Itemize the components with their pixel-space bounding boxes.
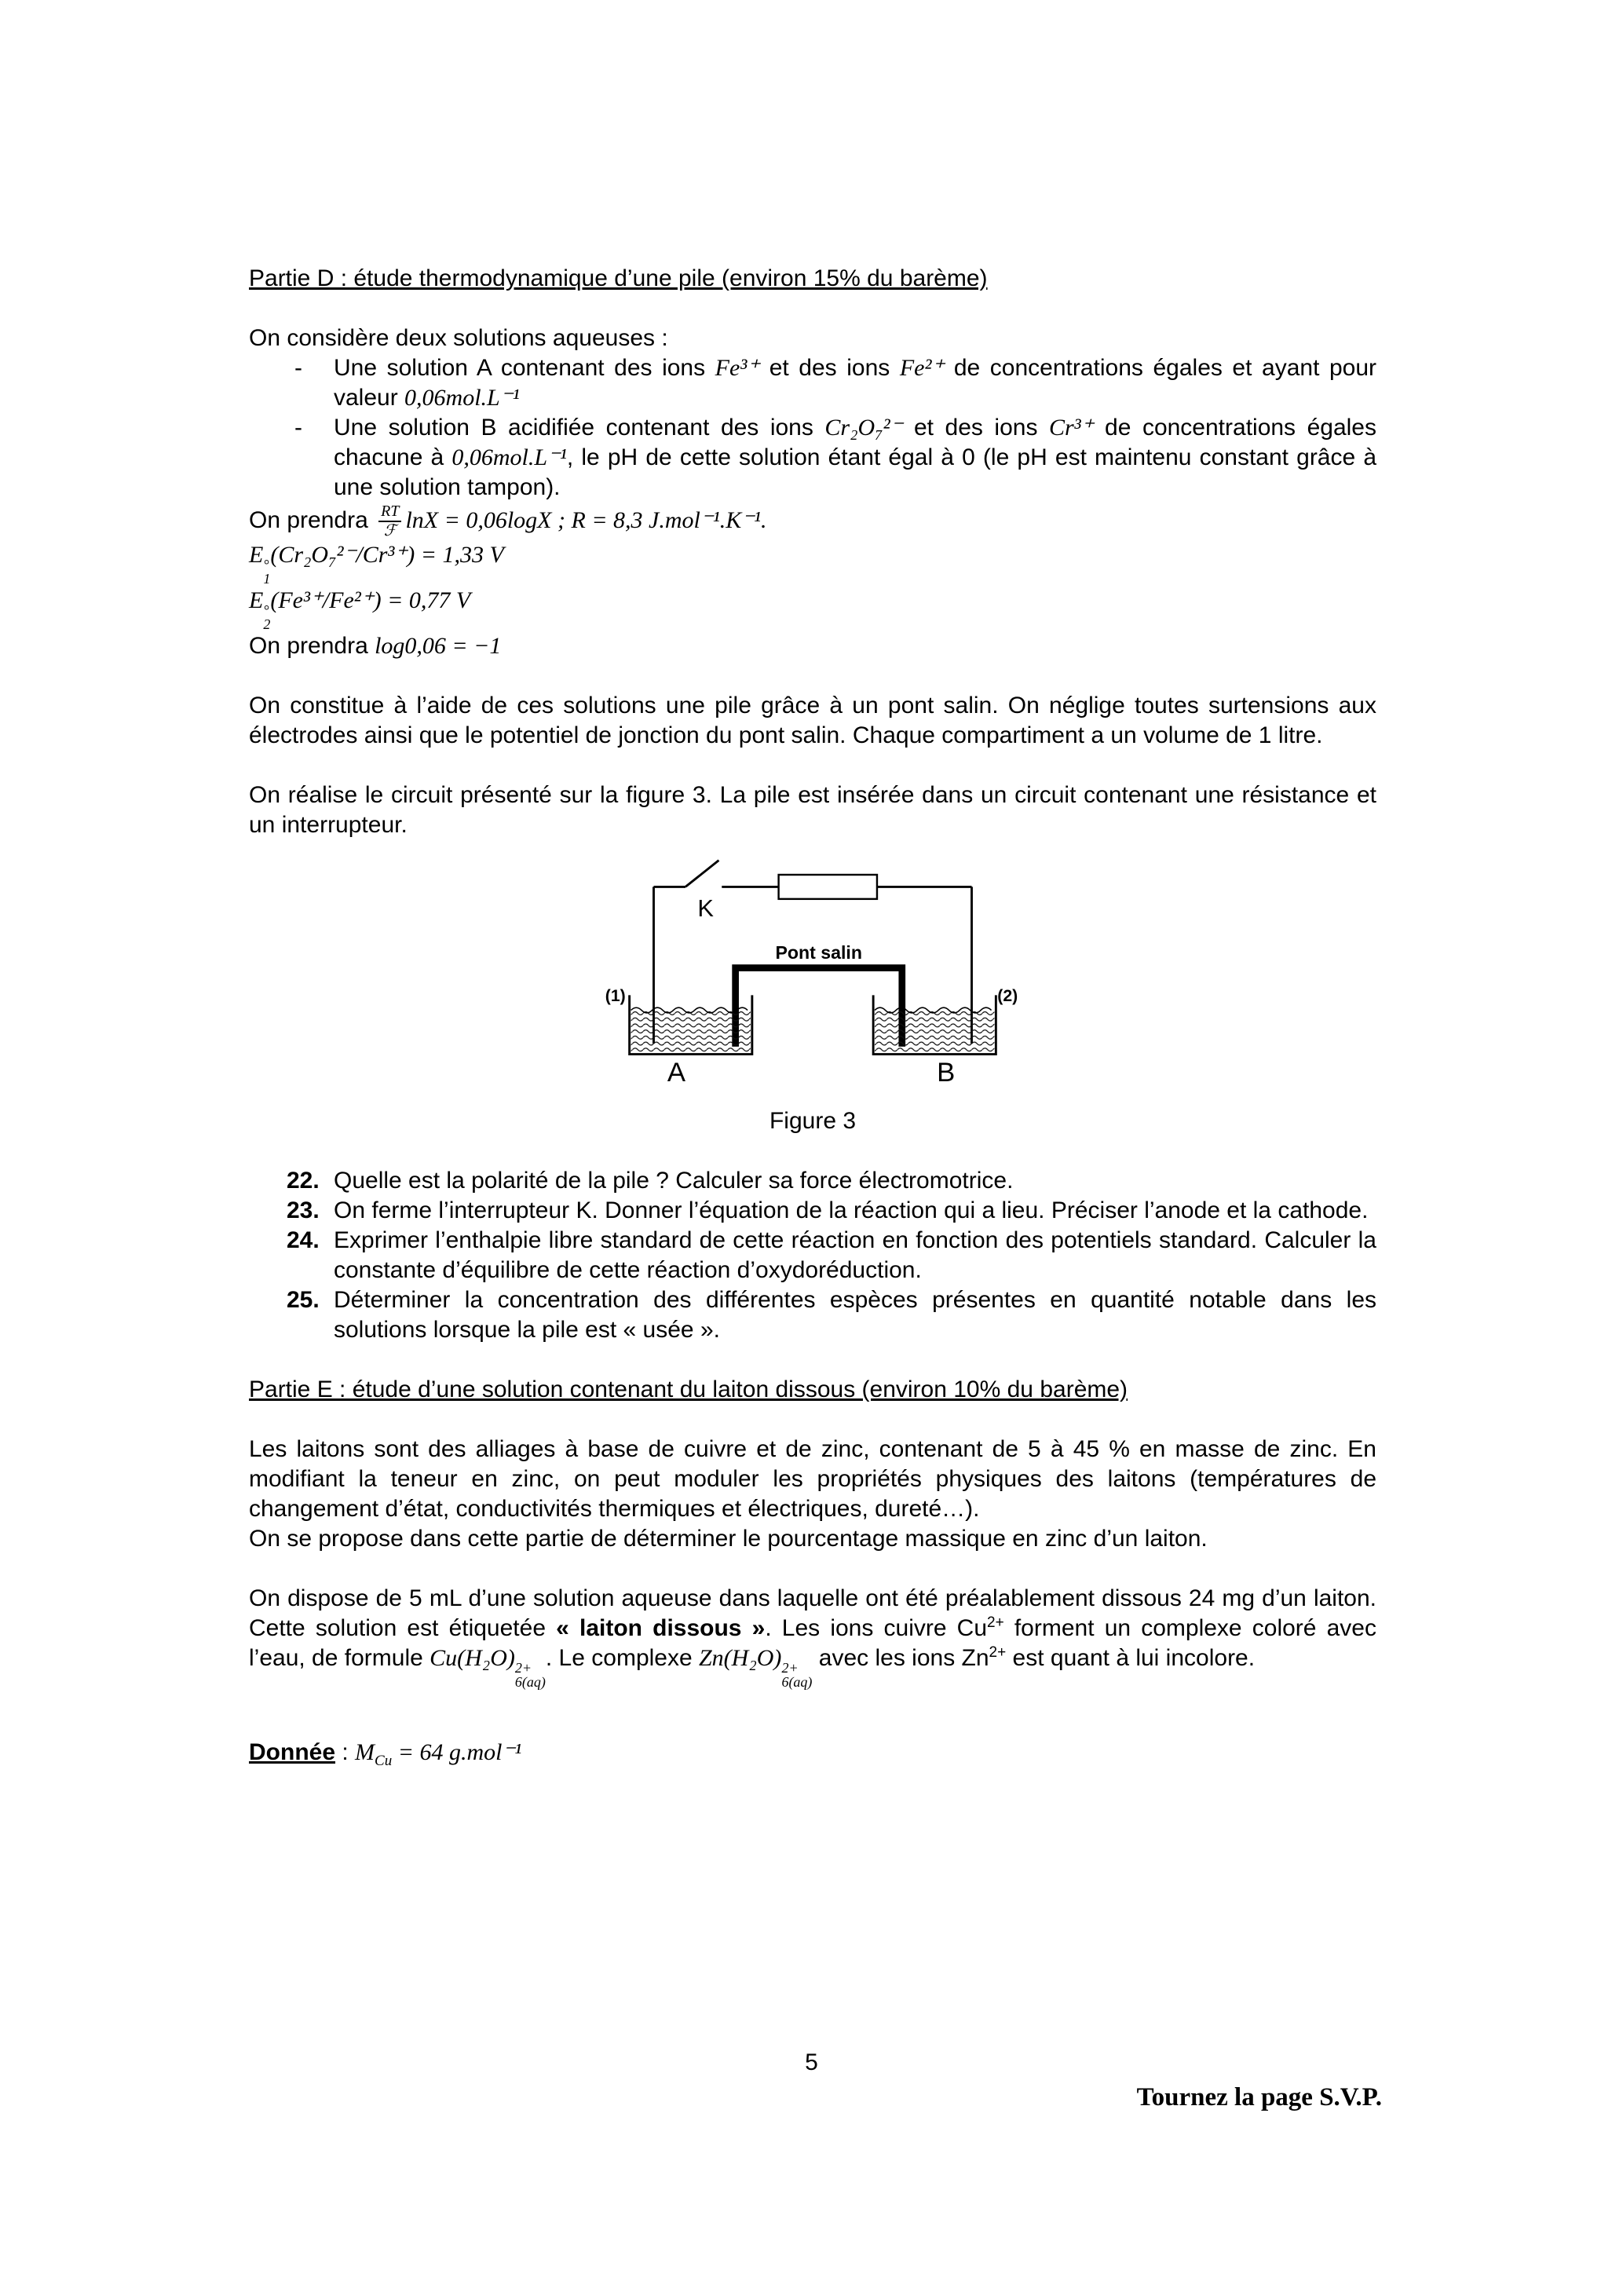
data-line (249, 1738, 1376, 1768)
formula-sup: 2+ (781, 1660, 799, 1676)
index: 2 (263, 616, 271, 632)
switch-blade (685, 861, 718, 887)
bullet-marker: - (294, 355, 302, 381)
page-number: 5 (805, 2049, 818, 2075)
text-run: de concentrations égales chacune à (334, 415, 1376, 470)
cu-charge-sup: 2+ (987, 1614, 1004, 1631)
symbol-e: E (249, 587, 264, 613)
fraction-numerator: RT (378, 503, 401, 522)
bullet-marker: - (294, 415, 302, 441)
figure-caption: Figure 3 (769, 1108, 857, 1134)
nernst-formula: lnX = 0,06logX ; R = 8,3 J.mol⁻¹.K⁻¹. (405, 506, 767, 533)
text-run: , le pH de cette solution étant égal à 0 (le pH est maintenu constant grâce à une solution tampon). (334, 444, 1377, 500)
formula-sup: 2+ (514, 1660, 532, 1676)
resistor (779, 875, 877, 899)
bullet-solution-b-text (334, 413, 1376, 503)
text-run: Une solution A contenant des ions (334, 355, 715, 381)
question-text: On ferme l’interrupteur K. Donner l’équation de la réaction qui a lieu. Préciser l’anode et la cathode. (334, 1197, 1369, 1223)
question-24 (249, 1226, 1376, 1285)
salt-bridge-label: Pont salin (775, 942, 862, 963)
text-run: et des ions (759, 355, 900, 381)
formula-sub: 6(aq) (514, 1674, 546, 1690)
paragraph-laiton-intro: Les laitons sont des alliages à base de cuivre et de zinc, contenant de 5 à 45 % en masse de zinc. En modifiant la teneur en zinc, on peut moduler les propriétés physiques des laitons (températures de changement d’état, conductivités thermiques et électriques, dureté…). (249, 1436, 1376, 1522)
question-text: Déterminer la concentration des différentes espèces présentes en quantité notable dans les solutions lorsque la pile est « usée ». (334, 1287, 1376, 1343)
switch-label: K (697, 894, 715, 923)
cu-complex-formula (430, 1645, 546, 1690)
potential-2-expression (249, 587, 471, 632)
couple-and-value: (Cr₂O₇²⁻/Cr³⁺) = 1,33 V (270, 542, 504, 568)
symbol-e: E (249, 542, 264, 568)
question-number: 23. (287, 1197, 320, 1223)
log-approximation-line (249, 631, 1376, 661)
text-run: . Les ions cuivre Cu (765, 1615, 988, 1641)
solution-b (875, 1010, 994, 1053)
symbol-m: M (355, 1739, 375, 1765)
formula-base: Cu(H₂O) (430, 1645, 515, 1671)
concentration-value: 0,06mol.L⁻¹ (451, 444, 567, 470)
separator: : (335, 1739, 356, 1765)
standard-potential-1 (249, 540, 1376, 586)
degree-sign: ° (263, 557, 269, 572)
index: 1 (263, 571, 271, 587)
donnee-label: Donnée (249, 1739, 336, 1765)
part-e-title: Partie E : étude d’une solution contenant du laiton dissous (environ 10% du barème) (249, 1377, 1128, 1402)
question-22 (249, 1166, 1376, 1196)
bullet-solution-a (249, 353, 1376, 413)
ion-fe3: Fe³⁺ (715, 355, 760, 381)
text-run: On dispose de 5 mL d’une solution aqueuse dans laquelle ont été préalablement dissous 24 mg d’un laiton. Cette solution est étiquetée (249, 1585, 1376, 1641)
potential-1-expression (249, 542, 504, 587)
turn-page-note: Tournez la page S.V.P. (1136, 2083, 1382, 2111)
ion-cr3: Cr³⁺ (1049, 415, 1094, 441)
question-25 (249, 1285, 1376, 1345)
molar-mass-value: = 64 g.mol⁻¹ (392, 1739, 522, 1765)
subscript-cu: Cu (375, 1753, 393, 1769)
degree-sign: ° (263, 602, 269, 618)
paragraph-circuit: On réalise le circuit présenté sur la figure 3. La pile est insérée dans un circuit contenant une résistance et un interrupteur. (249, 782, 1376, 838)
circuit-diagram (601, 853, 1025, 1088)
text-run: et des ions (902, 415, 1049, 441)
beaker-b-label: B (937, 1058, 956, 1088)
text-run: On prendra (249, 633, 375, 659)
sub-sup-stack (781, 1661, 812, 1689)
text-run: On prendra (249, 506, 375, 533)
text-run: avec les ions Zn (812, 1645, 989, 1671)
text-run: . Le complexe (545, 1645, 699, 1671)
beaker-a-label: A (667, 1058, 686, 1088)
electrode-2-label: (2) (997, 987, 1018, 1006)
question-number: 24. (287, 1227, 320, 1253)
question-number: 25. (287, 1287, 320, 1313)
paragraph-laiton-goal: On se propose dans cette partie de déterminer le pourcentage massique en zinc d’un laiton. (249, 1526, 1208, 1552)
nernst-relation-line (249, 503, 1376, 540)
sub-sup-stack (263, 558, 270, 586)
fraction-rt-over-f (378, 503, 401, 540)
log-value: log0,06 = −1 (375, 633, 502, 659)
question-text: Quelle est la polarité de la pile ? Calculer sa force électromotrice. (334, 1168, 1014, 1194)
paragraph-pile-setup: On constitue à l’aide de ces solutions une pile grâce à un pont salin. On néglige toutes surtensions aux électrodes ainsi que le potentiel de jonction du pont salin. Chaque compartiment a un volume de 1 litre. (249, 693, 1376, 748)
fraction-denominator: ℱ (383, 522, 397, 539)
text-run: forment un complexe coloré avec l’eau, de formule (249, 1615, 1376, 1671)
text-run: Une solution B acidifiée contenant des ions (334, 415, 825, 441)
figure-3 (249, 853, 1376, 1136)
sub-sup-stack (263, 603, 270, 631)
question-text: Exprimer l’enthalpie libre standard de cette réaction en fonction des potentiels standard. Calculer la constante d’équilibre de cette réaction d’oxydoréduction. (334, 1227, 1376, 1283)
question-23 (249, 1196, 1376, 1226)
part-d-title: Partie D : étude thermodynamique d’une pile (environ 15% du barème) (249, 265, 988, 291)
solution-a (631, 1010, 751, 1053)
question-number: 22. (287, 1168, 320, 1194)
molar-mass-cu (355, 1739, 522, 1769)
exam-page-content (249, 264, 1376, 1768)
text-run: est quant à lui incolore. (1006, 1645, 1256, 1671)
paragraph-solution-laiton (249, 1584, 1376, 1689)
part-d-intro: On considère deux solutions aqueuses : (249, 325, 668, 351)
label-laiton-dissous: « laiton dissous » (556, 1615, 766, 1641)
formula-sub: 6(aq) (781, 1674, 813, 1690)
text-run: de concentrations égales et ayant pour valeur (334, 355, 1377, 411)
questions-list (249, 1166, 1376, 1345)
zn-complex-formula (699, 1645, 813, 1690)
standard-potential-2 (249, 586, 1376, 631)
zn-charge-sup: 2+ (989, 1644, 1007, 1661)
concentration-value: 0,06mol.L⁻¹ (404, 385, 520, 411)
bullet-solution-b (249, 413, 1376, 503)
ion-dichromate: Cr₂O₇²⁻ (824, 415, 903, 441)
formula-base: Zn(H₂O) (699, 1645, 782, 1671)
sub-sup-stack (515, 1661, 546, 1689)
couple-and-value: (Fe³⁺/Fe²⁺) = 0,77 V (270, 587, 471, 613)
bullet-solution-a-text (334, 353, 1376, 413)
ion-fe2: Fe²⁺ (899, 355, 945, 381)
electrode-1-label: (1) (605, 987, 626, 1006)
